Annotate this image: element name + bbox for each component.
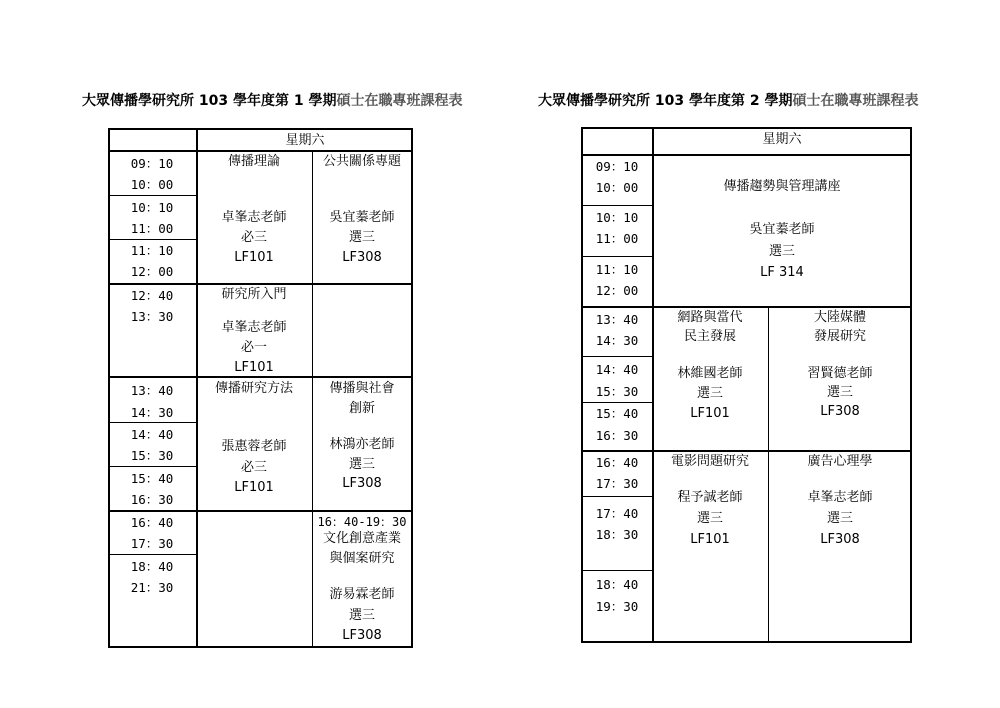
- time-cell: 11：00: [130, 221, 174, 236]
- time-cell: 09：10: [595, 159, 639, 174]
- course-name: 傳播趨勢與管理講座: [723, 179, 841, 194]
- time-cell: 14：40: [130, 427, 174, 442]
- time-cell: 13：40: [130, 383, 174, 398]
- time-cell: 15：40: [130, 471, 174, 486]
- right-title: 大眾傳播學研究所 103 學年度第 2 學期碩士在職專班課程表: [538, 93, 919, 109]
- course-teacher: 卓峯志老師: [221, 210, 287, 225]
- time-cell: 13：30: [130, 309, 174, 324]
- time-cell: 21：30: [130, 580, 174, 595]
- course-name: 研究所入門: [221, 287, 287, 302]
- time-cell: 11：10: [130, 243, 174, 258]
- course-teacher: 林鴻亦老師: [329, 437, 395, 452]
- course-teacher: 張惠蓉老師: [221, 439, 287, 454]
- time-cell: 16：30: [130, 492, 174, 507]
- course-name: 大陸媒體: [813, 310, 867, 325]
- course-name: 傳播與社會: [329, 381, 395, 396]
- time-cell: 11：00: [595, 231, 639, 246]
- time-cell: 15：30: [130, 448, 174, 463]
- time-cell: 14：40: [595, 362, 639, 377]
- course-type: 必一: [240, 340, 268, 355]
- time-cell: 19：30: [595, 599, 639, 614]
- course-room: LF308: [820, 404, 860, 419]
- course-teacher: 吳宜蓁老師: [749, 222, 815, 237]
- course-type: 選三: [826, 511, 854, 526]
- course-type: 選三: [696, 386, 724, 401]
- course-name: 廣告心理學: [807, 454, 873, 469]
- time-cell: 11：10: [595, 262, 639, 277]
- course-name: 公共關係專題: [322, 154, 402, 169]
- course-name: 與個案研究: [329, 551, 395, 566]
- time-cell: 16：40: [130, 515, 174, 530]
- course-name: 文化創意產業: [322, 531, 402, 546]
- course-type: 選三: [348, 608, 376, 623]
- course-name: 發展研究: [813, 329, 867, 344]
- course-room: LF101: [234, 250, 274, 265]
- course-teacher: 習賢德老師: [807, 366, 873, 381]
- time-cell: 10：00: [130, 177, 174, 192]
- time-cell: 17：40: [595, 506, 639, 521]
- time-cell: 17：30: [595, 476, 639, 491]
- course-room: LF308: [342, 476, 382, 491]
- course-name: 傳播理論: [227, 154, 281, 169]
- time-cell: 18：40: [595, 577, 639, 592]
- time-cell: 12：00: [130, 264, 174, 279]
- course-type: 選三: [696, 511, 724, 526]
- course-room: LF308: [342, 250, 382, 265]
- course-room: LF308: [342, 628, 382, 643]
- course-name: 傳播研究方法: [214, 381, 294, 396]
- time-cell: 17：30: [130, 536, 174, 551]
- left-day-header: 星期六: [285, 133, 325, 148]
- time-cell: 10：10: [130, 200, 174, 215]
- time-cell: 18：40: [130, 559, 174, 574]
- course-teacher: 游易霖老師: [329, 587, 395, 602]
- time-cell: 13：40: [595, 312, 639, 327]
- course-teacher: 林維國老師: [677, 366, 743, 381]
- right-day-header: 星期六: [762, 132, 802, 147]
- course-room: LF101: [234, 360, 274, 375]
- course-teacher: 吳宜蓁老師: [329, 210, 395, 225]
- course-name: 民主發展: [683, 329, 737, 344]
- course-type: 選三: [826, 385, 854, 400]
- course-room: LF308: [820, 532, 860, 547]
- course-name: 創新: [348, 401, 376, 416]
- course-type: 必三: [240, 460, 268, 475]
- course-name: 電影問題研究: [670, 454, 750, 469]
- left-title: 大眾傳播學研究所 103 學年度第 1 學期碩士在職專班課程表: [82, 93, 463, 109]
- course-room: LF 314: [760, 265, 804, 280]
- course-teacher: 卓峯志老師: [807, 490, 873, 505]
- course-type: 選三: [348, 457, 376, 472]
- time-cell: 18：30: [595, 527, 639, 542]
- time-cell: 09：10: [130, 156, 174, 171]
- time-cell: 15：30: [595, 384, 639, 399]
- course-teacher: 程予誠老師: [677, 490, 743, 505]
- time-cell: 14：30: [130, 405, 174, 420]
- course-type: 選三: [768, 244, 796, 259]
- time-cell: 10：10: [595, 210, 639, 225]
- time-cell: 10：00: [595, 180, 639, 195]
- time-cell: 15：40: [595, 406, 639, 421]
- time-cell: 12：40: [130, 288, 174, 303]
- time-cell: 16：30: [595, 428, 639, 443]
- course-teacher: 卓峯志老師: [221, 320, 287, 335]
- course-room: LF101: [234, 480, 274, 495]
- course-time: 16：40-19：30: [317, 515, 407, 529]
- time-cell: 14：30: [595, 333, 639, 348]
- course-room: LF101: [690, 532, 730, 547]
- time-cell: 12：00: [595, 283, 639, 298]
- course-type: 必三: [240, 230, 268, 245]
- course-room: LF101: [690, 406, 730, 421]
- course-type: 選三: [348, 230, 376, 245]
- time-cell: 16：40: [595, 455, 639, 470]
- course-name: 網路與當代: [677, 310, 743, 325]
